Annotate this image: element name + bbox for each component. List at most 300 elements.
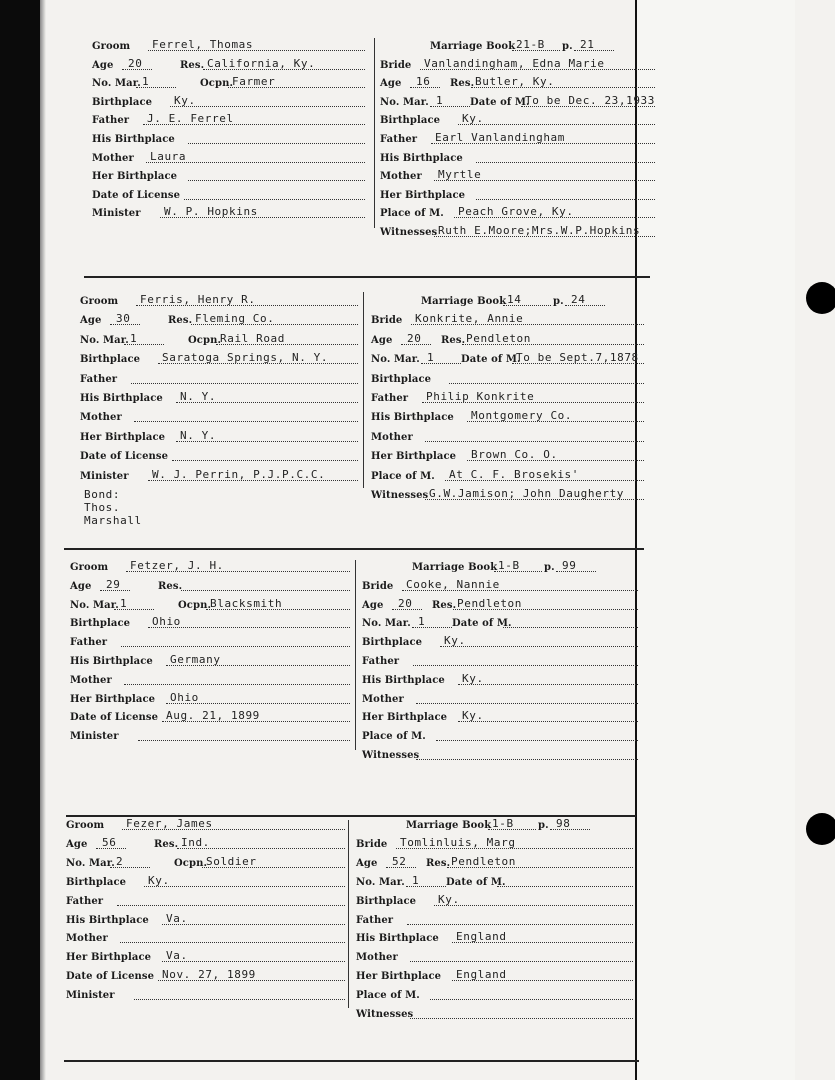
groom-ocpn-label: Ocpn. xyxy=(200,78,234,90)
bride-no-mar-value: 1 xyxy=(412,873,420,887)
bride-field-row xyxy=(380,129,655,147)
bride-her-birthplace-value: Ky. xyxy=(462,709,484,723)
groom-field-row xyxy=(66,891,345,909)
groom-res-label: Res. xyxy=(180,59,205,71)
bride-father-value: Philip Konkrite xyxy=(426,390,535,403)
bride-age-value: 20 xyxy=(398,596,413,610)
groom-minister-value: W. J. Perrin, P.J.P.C.C. xyxy=(152,467,326,481)
bride-father-label: Father xyxy=(380,134,418,145)
bride-father-value: Earl Vanlandingham xyxy=(435,131,566,144)
groom-date-of-license-label: Date of License xyxy=(92,189,181,201)
bride-his-birthplace-label: His Birthplace xyxy=(356,933,439,945)
groom-field-row xyxy=(70,726,350,744)
groom-name-label: Groom xyxy=(80,296,119,307)
marriage-book-value: 21-B xyxy=(516,38,545,51)
bride-res-value: Butler, Ky. xyxy=(475,75,555,89)
bride-his-birthplace-label: His Birthplace xyxy=(362,674,445,686)
bride-field-row xyxy=(371,349,644,367)
bride-field-row xyxy=(380,92,655,110)
groom-his-birthplace-label: His Birthplace xyxy=(80,393,163,404)
groom-field-row xyxy=(80,330,358,348)
groom-name-value: Ferrel, Thomas xyxy=(152,38,254,51)
bride-field-row xyxy=(362,726,638,744)
groom-date-of-license-label: Date of License xyxy=(70,712,159,724)
bride-her-birthplace-label: Her Birthplace xyxy=(371,451,457,463)
groom-ocpn-label: Ocpn. xyxy=(178,599,212,611)
groom-her-birthplace-rule xyxy=(162,961,345,962)
groom-field-row xyxy=(80,388,358,406)
groom-ocpn-value: Blacksmith xyxy=(210,596,283,610)
bride-no-mar-value: 1 xyxy=(427,351,435,365)
groom-name-value: Ferris, Henry R. xyxy=(140,293,256,306)
groom-field-row xyxy=(70,707,350,725)
bride-field-row xyxy=(380,148,655,166)
bride-mother-label: Mother xyxy=(362,693,404,705)
groom-her-birthplace-label: Her Birthplace xyxy=(80,431,166,443)
bride-her-birthplace-rule xyxy=(476,199,655,200)
bride-witnesses-label: Witnesses xyxy=(356,1009,414,1020)
bride-age-label: Age xyxy=(356,857,378,869)
bride-date-of-m-label: Date of M. xyxy=(470,96,530,108)
bride-field-row xyxy=(371,310,644,328)
bride-birthplace-value: Ky. xyxy=(438,892,460,906)
groom-minister-label: Minister xyxy=(92,208,141,220)
groom-birthplace-value: Saratoga Springs, N. Y. xyxy=(162,351,329,365)
bride-birthplace-rule xyxy=(440,646,638,647)
bride-birthplace-label: Birthplace xyxy=(380,115,441,127)
groom-mother-rule xyxy=(120,942,345,943)
bride-field-row xyxy=(362,632,638,650)
bride-name-label: Bride xyxy=(380,59,412,71)
marriage-book-page-label: p. xyxy=(553,296,564,307)
groom-field-row xyxy=(92,129,365,147)
column-divider xyxy=(374,38,375,228)
bride-place-of-m-label: Place of M. xyxy=(380,208,444,220)
bride-name-value: Vanlandingham, Edna Marie xyxy=(424,56,605,70)
groom-name-label: Groom xyxy=(66,820,105,831)
groom-res-label: Res. xyxy=(158,580,183,592)
bride-father-label: Father xyxy=(356,914,394,926)
bride-birthplace-label: Birthplace xyxy=(371,373,432,385)
groom-field-row xyxy=(70,689,350,707)
groom-mother-label: Mother xyxy=(80,412,122,424)
bride-field-row xyxy=(362,613,638,631)
bride-her-birthplace-rule xyxy=(458,721,638,722)
marriage-book-value: 14 xyxy=(507,293,522,306)
groom-father-label: Father xyxy=(92,115,130,127)
groom-her-birthplace-label: Her Birthplace xyxy=(70,693,156,705)
groom-field-row xyxy=(92,203,365,221)
bride-field-row xyxy=(356,966,633,984)
groom-field-row xyxy=(70,670,350,688)
groom-field-row xyxy=(66,947,345,965)
groom-field-row xyxy=(92,148,365,166)
groom-field-row xyxy=(70,557,350,575)
bride-mother-rule xyxy=(416,703,638,704)
groom-field-row xyxy=(80,310,358,328)
bride-date-of-m-value: To be Sept.7,1878 xyxy=(516,351,639,365)
groom-her-birthplace-value: N. Y. xyxy=(180,428,217,442)
bride-age-label: Age xyxy=(380,78,402,90)
bride-res-value: Pendleton xyxy=(466,331,532,345)
groom-name-label: Groom xyxy=(70,562,109,573)
bride-field-row xyxy=(371,446,644,464)
bride-her-birthplace-label: Her Birthplace xyxy=(380,189,466,201)
bride-no-mar-value: 1 xyxy=(418,615,426,629)
bride-field-row xyxy=(362,576,638,594)
bride-father-rule xyxy=(407,924,633,925)
bride-field-row xyxy=(356,853,633,871)
groom-ocpn-value: Soldier xyxy=(206,854,257,868)
bride-witnesses-rule xyxy=(416,759,638,760)
marriage-book-page-value: 21 xyxy=(580,38,595,51)
groom-field-row xyxy=(92,36,365,54)
groom-no-mar-value: 1 xyxy=(120,596,128,610)
bride-no-mar-label: No. Mar. xyxy=(356,876,405,888)
groom-date-of-license-rule xyxy=(172,460,358,461)
groom-field-row xyxy=(80,427,358,445)
groom-name-value: Fezer, James xyxy=(126,817,213,830)
bride-place-of-m-rule xyxy=(430,999,633,1000)
bride-res-value: Pendleton xyxy=(451,854,517,868)
marriage-book-value: 1-B xyxy=(498,559,520,572)
groom-no-mar-label: No. Mar. xyxy=(80,334,129,346)
groom-father-rule xyxy=(121,646,350,647)
groom-age-label: Age xyxy=(66,838,88,850)
groom-age-label: Age xyxy=(80,315,102,327)
marriage-book-label: Marriage Book xyxy=(430,41,516,52)
groom-her-birthplace-value: Ohio xyxy=(170,690,199,704)
groom-birthplace-value: Ky. xyxy=(148,873,170,887)
bride-his-birthplace-rule xyxy=(476,162,655,163)
bride-date-of-m-value: To be Dec. 23,1933 xyxy=(525,93,656,107)
record-separator xyxy=(84,276,650,278)
groom-field-row xyxy=(92,110,365,128)
bride-field-row xyxy=(380,73,655,91)
groom-his-birthplace-label: His Birthplace xyxy=(92,134,175,145)
right-margin-strip xyxy=(637,0,795,1080)
groom-field-row xyxy=(92,55,365,73)
groom-age-value: 56 xyxy=(102,835,117,849)
groom-field-row xyxy=(66,985,345,1003)
bride-place-of-m-label: Place of M. xyxy=(362,731,426,743)
bride-his-birthplace-label: His Birthplace xyxy=(380,152,463,164)
bride-name-value: Tomlinluis, Marg xyxy=(400,835,516,849)
bride-birthplace-rule xyxy=(449,383,644,384)
groom-father-label: Father xyxy=(70,637,108,649)
bride-res-value: Pendleton xyxy=(457,596,523,610)
groom-field-row xyxy=(70,632,350,650)
groom-res-rule xyxy=(181,590,350,591)
bride-field-row xyxy=(356,1004,633,1022)
bride-field-row xyxy=(356,834,633,852)
marriage-book-page-label: p. xyxy=(544,562,555,573)
groom-his-birthplace-value: Germany xyxy=(170,653,221,666)
bride-no-mar-value: 1 xyxy=(436,93,444,107)
bride-age-value: 52 xyxy=(392,854,407,868)
groom-his-birthplace-value: N. Y. xyxy=(180,390,217,403)
groom-age-label: Age xyxy=(92,59,114,71)
groom-ocpn-label: Ocpn. xyxy=(188,334,222,346)
bride-field-row xyxy=(362,595,638,613)
marriage-book-page-label: p. xyxy=(562,41,573,52)
groom-name-value: Fetzer, J. H. xyxy=(130,559,224,572)
page-edge-shadow xyxy=(40,0,46,1080)
groom-name-label: Groom xyxy=(92,41,131,52)
groom-his-birthplace-label: His Birthplace xyxy=(70,656,153,667)
groom-mother-label: Mother xyxy=(92,152,134,164)
groom-his-birthplace-value: Va. xyxy=(166,911,188,925)
bride-field-row xyxy=(362,651,638,669)
bride-field-row xyxy=(380,55,655,73)
groom-birthplace-label: Birthplace xyxy=(70,618,131,630)
groom-her-birthplace-value: Va. xyxy=(166,949,188,963)
groom-father-rule xyxy=(131,383,358,384)
groom-birthplace-label: Birthplace xyxy=(66,876,127,888)
bride-his-birthplace-label: His Birthplace xyxy=(371,412,454,424)
bride-field-row xyxy=(371,369,644,387)
groom-field-row xyxy=(70,651,350,669)
groom-father-label: Father xyxy=(66,895,104,907)
bride-mother-rule xyxy=(410,961,633,962)
groom-field-row xyxy=(66,966,345,984)
groom-minister-label: Minister xyxy=(70,731,119,743)
groom-field-row xyxy=(80,291,358,309)
groom-date-of-license-value: Nov. 27, 1899 xyxy=(162,968,256,982)
groom-no-mar-value: 1 xyxy=(130,331,138,345)
bride-his-birthplace-value: England xyxy=(456,930,507,944)
record-separator xyxy=(64,548,644,550)
bride-mother-value: Myrtle xyxy=(438,168,482,182)
bride-field-row xyxy=(380,110,655,128)
groom-date-of-license-value: Aug. 21, 1899 xyxy=(166,709,260,723)
groom-mother-label: Mother xyxy=(66,933,108,945)
marriage-book-label: Marriage Book xyxy=(406,820,492,831)
groom-date-of-license-label: Date of License xyxy=(66,971,155,983)
bride-field-row xyxy=(371,407,644,425)
bride-date-of-m-label: Date of M. xyxy=(452,618,512,630)
bride-field-row xyxy=(371,466,644,484)
groom-his-birthplace-label: His Birthplace xyxy=(66,914,149,926)
bride-her-birthplace-value: England xyxy=(456,968,507,982)
bride-field-row xyxy=(371,330,644,348)
bride-field-row xyxy=(356,910,633,928)
groom-mother-rule xyxy=(134,421,358,422)
groom-field-row xyxy=(66,853,345,871)
bride-field-row xyxy=(380,166,655,184)
bride-field-row xyxy=(371,427,644,445)
bride-field-row xyxy=(362,745,638,763)
groom-minister-label: Minister xyxy=(66,990,115,1002)
marriage-book-page-value: 24 xyxy=(571,293,586,306)
bride-witnesses-value: G.W.Jamison; John Daugherty xyxy=(429,487,625,500)
punch-hole-icon xyxy=(806,813,835,845)
bride-age-value: 20 xyxy=(407,331,422,345)
bride-witnesses-label: Witnesses xyxy=(371,490,429,501)
punch-hole-icon xyxy=(806,282,835,314)
bride-field-row xyxy=(362,557,638,575)
bride-field-row xyxy=(356,815,633,833)
column-divider xyxy=(348,820,349,1008)
groom-res-value: California, Ky. xyxy=(207,56,316,70)
bond-note: Bond: Thos. Marshall xyxy=(84,488,142,527)
marriage-book-page-label: p. xyxy=(538,820,549,831)
groom-field-row xyxy=(66,928,345,946)
bride-witnesses-label: Witnesses xyxy=(380,227,438,238)
groom-no-mar-label: No. Mar. xyxy=(70,599,119,611)
groom-her-birthplace-label: Her Birthplace xyxy=(92,171,178,183)
bride-name-label: Bride xyxy=(362,580,394,592)
bride-field-row xyxy=(356,985,633,1003)
groom-res-label: Res. xyxy=(168,315,193,327)
groom-age-value: 30 xyxy=(116,312,131,326)
bride-place-of-m-value: Peach Grove, Ky. xyxy=(458,205,574,219)
groom-age-value: 29 xyxy=(106,577,121,591)
groom-field-row xyxy=(80,407,358,425)
groom-date-of-license-rule xyxy=(184,199,365,200)
groom-his-birthplace-rule xyxy=(188,143,365,144)
bride-birthplace-label: Birthplace xyxy=(362,637,423,649)
groom-res-label: Res. xyxy=(154,838,179,850)
bride-field-row xyxy=(356,891,633,909)
bride-place-of-m-label: Place of M. xyxy=(356,990,420,1002)
groom-field-row xyxy=(66,815,345,833)
bride-res-label: Res. xyxy=(432,599,457,611)
groom-field-row xyxy=(70,576,350,594)
bride-mother-label: Mother xyxy=(371,431,413,443)
groom-minister-rule xyxy=(138,740,350,741)
bride-name-value: Konkrite, Annie xyxy=(415,312,524,326)
groom-field-row xyxy=(92,92,365,110)
groom-father-value: J. E. Ferrel xyxy=(147,112,234,126)
groom-minister-label: Minister xyxy=(80,470,129,482)
bride-his-birthplace-rule xyxy=(458,684,638,685)
bride-field-row xyxy=(371,485,644,503)
bride-place-of-m-label: Place of M. xyxy=(371,470,435,482)
groom-mother-rule xyxy=(124,684,350,685)
bride-age-label: Age xyxy=(371,334,393,346)
bride-name-label: Bride xyxy=(356,838,388,850)
groom-minister-value: W. P. Hopkins xyxy=(164,205,258,219)
bride-date-of-m-label: Date of M. xyxy=(461,354,521,366)
groom-field-row xyxy=(80,369,358,387)
bride-name-label: Bride xyxy=(371,315,403,327)
groom-field-row xyxy=(66,872,345,890)
bride-place-of-m-value: At C. F. Brosekis' xyxy=(449,467,580,481)
bride-field-row xyxy=(380,36,655,54)
bride-field-row xyxy=(356,947,633,965)
bride-name-value: Cooke, Nannie xyxy=(406,577,500,591)
groom-field-row xyxy=(92,166,365,184)
bride-her-birthplace-label: Her Birthplace xyxy=(356,971,442,983)
groom-birthplace-label: Birthplace xyxy=(80,354,141,366)
groom-no-mar-value: 1 xyxy=(142,75,150,89)
bride-witnesses-value: Ruth E.Moore;Mrs.W.P.Hopkins xyxy=(438,224,641,237)
bride-father-label: Father xyxy=(362,656,400,667)
bride-his-birthplace-value: Montgomery Co. xyxy=(471,409,573,423)
bride-witnesses-label: Witnesses xyxy=(362,750,420,761)
bride-res-label: Res. xyxy=(450,78,475,90)
groom-father-label: Father xyxy=(80,373,118,385)
groom-his-birthplace-rule xyxy=(162,924,345,925)
bride-birthplace-rule xyxy=(458,124,655,125)
bride-field-row xyxy=(362,670,638,688)
groom-field-row xyxy=(66,834,345,852)
bride-birthplace-label: Birthplace xyxy=(356,895,417,907)
bride-date-of-m-rule xyxy=(497,886,633,887)
marriage-book-value: 1-B xyxy=(492,817,514,830)
bride-witnesses-rule xyxy=(410,1018,633,1019)
groom-no-mar-label: No. Mar. xyxy=(66,857,115,869)
record-separator xyxy=(64,1060,639,1062)
bride-mother-rule xyxy=(425,441,644,442)
column-divider xyxy=(363,292,364,488)
groom-date-of-license-label: Date of License xyxy=(80,451,169,463)
marriage-book-page-value: 98 xyxy=(556,817,571,830)
bride-place-of-m-rule xyxy=(436,740,638,741)
bride-res-label: Res. xyxy=(441,334,466,346)
marriage-book-page-value: 99 xyxy=(562,559,577,572)
groom-birthplace-label: Birthplace xyxy=(92,96,153,108)
groom-ocpn-value: Farmer xyxy=(232,75,276,89)
bride-field-row xyxy=(371,291,644,309)
bride-father-rule xyxy=(413,665,638,666)
groom-her-birthplace-rule xyxy=(188,180,365,181)
bride-birthplace-value: Ky. xyxy=(444,634,466,648)
bride-date-of-m-rule xyxy=(503,627,638,628)
groom-age-label: Age xyxy=(70,580,92,592)
bride-her-birthplace-label: Her Birthplace xyxy=(362,712,448,724)
bride-mother-label: Mother xyxy=(356,952,398,964)
groom-birthplace-rule xyxy=(144,886,345,887)
bride-field-row xyxy=(356,872,633,890)
marriage-book-label: Marriage Book xyxy=(421,296,507,307)
groom-birthplace-value: Ky. xyxy=(174,93,196,107)
bride-mother-label: Mother xyxy=(380,171,422,183)
bride-her-birthplace-value: Brown Co. O. xyxy=(471,448,558,462)
groom-her-birthplace-label: Her Birthplace xyxy=(66,952,152,964)
groom-no-mar-label: No. Mar. xyxy=(92,78,141,90)
bride-age-label: Age xyxy=(362,599,384,611)
groom-ocpn-label: Ocpn. xyxy=(174,857,208,869)
bride-field-row xyxy=(380,185,655,203)
groom-birthplace-rule xyxy=(170,106,365,107)
bride-field-row xyxy=(362,689,638,707)
bride-field-row xyxy=(380,222,655,240)
bride-field-row xyxy=(380,203,655,221)
groom-mother-label: Mother xyxy=(70,674,112,686)
bride-field-row xyxy=(371,388,644,406)
bride-no-mar-label: No. Mar. xyxy=(380,96,429,108)
bride-his-birthplace-value: Ky. xyxy=(462,671,484,685)
groom-field-row xyxy=(80,446,358,464)
bride-birthplace-value: Ky. xyxy=(462,112,484,126)
bride-date-of-m-label: Date of M. xyxy=(446,876,506,888)
bride-father-label: Father xyxy=(371,393,409,404)
bride-no-mar-label: No. Mar. xyxy=(371,354,420,366)
bride-no-mar-label: No. Mar. xyxy=(362,618,411,630)
groom-no-mar-value: 2 xyxy=(116,854,124,868)
groom-res-value: Ind. xyxy=(181,835,210,849)
groom-age-value: 20 xyxy=(128,56,143,70)
groom-ocpn-value: Rail Road xyxy=(220,331,286,345)
groom-field-row xyxy=(66,910,345,928)
bride-field-row xyxy=(362,707,638,725)
groom-minister-rule xyxy=(134,999,345,1000)
groom-field-row xyxy=(92,185,365,203)
bride-res-label: Res. xyxy=(426,857,451,869)
bride-age-value: 16 xyxy=(416,75,431,89)
